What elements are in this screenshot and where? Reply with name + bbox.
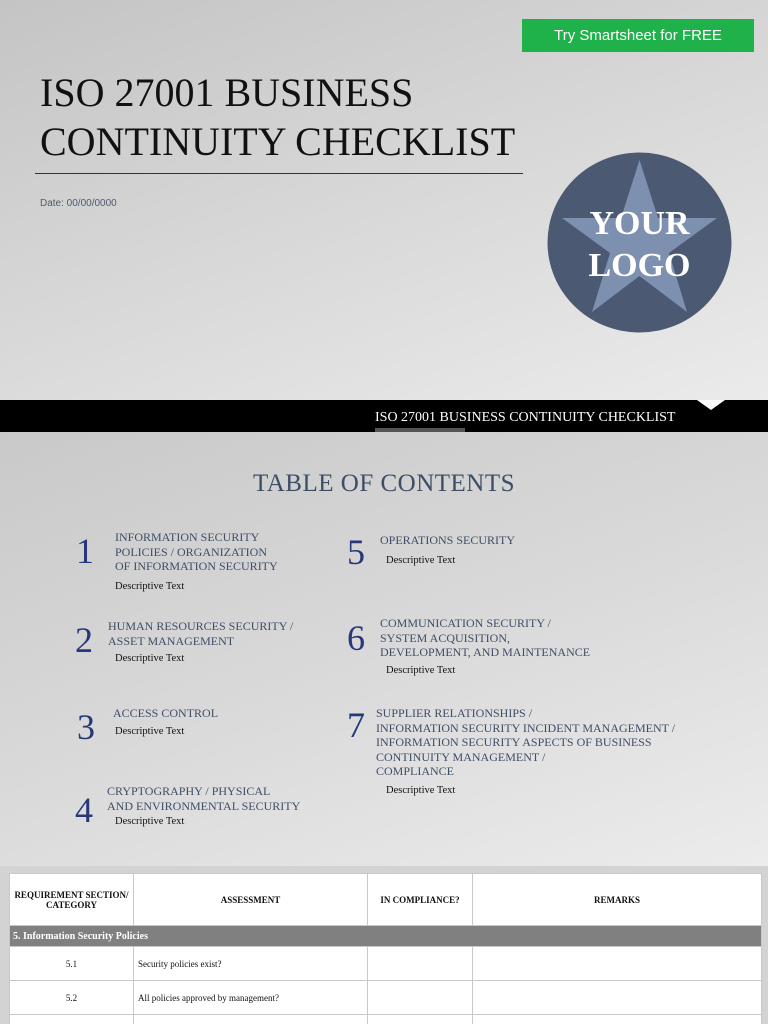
toc-item-4-desc: Descriptive Text [115, 816, 185, 827]
assessment-cell: Security policies exist? [134, 947, 368, 981]
toc-item-6-heading[interactable]: COMMUNICATION SECURITY / SYSTEM ACQUISITION, DEVELOPMENT, AND MAINTENANCE [380, 616, 591, 659]
assessment-cell [134, 1015, 368, 1024]
logo-text-line-2: LOGO [588, 247, 691, 284]
toc-item-5-heading[interactable]: OPERATIONS SECURITY [380, 533, 516, 547]
toc-item-3-desc: Descriptive Text [115, 726, 185, 737]
toc-item-7-heading[interactable]: SUPPLIER RELATIONSHIPS / INFORMATION SECURITY INCIDENT MANAGEMENT / INFORMATION SECURITY ASPECTS OF BUSINESS CONTINUITY MANAGEMENT / COMPLIANCE [376, 706, 676, 778]
toc-item-1-number: 1 [76, 531, 94, 571]
remarks-cell[interactable] [473, 981, 762, 1015]
compliance-cell[interactable] [368, 1015, 473, 1024]
section-cell [10, 1015, 134, 1024]
table-header-row [10, 874, 762, 926]
band-title: ISO 27001 BUSINESS CONTINUITY CHECKLIST [375, 410, 676, 425]
title-line-2: CONTINUITY CHECKLIST [40, 119, 516, 164]
toc-item-5-desc: Descriptive Text [386, 555, 456, 566]
toc-item-2-number: 2 [75, 620, 93, 660]
table-row [10, 1015, 762, 1024]
assessment-cell: All policies approved by management? [134, 981, 368, 1015]
toc-item-5-number: 5 [347, 532, 365, 572]
band-notch [697, 400, 725, 410]
remarks-cell[interactable] [473, 1015, 762, 1024]
checklist-table [9, 873, 762, 1024]
remarks-cell[interactable] [473, 947, 762, 981]
section-cell: 5.2 [10, 981, 134, 1015]
toc-item-3-number: 3 [77, 707, 95, 747]
toc-item-1-desc: Descriptive Text [115, 581, 185, 592]
toc-title: TABLE OF CONTENTS [252, 470, 516, 497]
toc-item-7-number: 7 [347, 705, 365, 745]
table-row [10, 947, 762, 981]
toc-item-4-heading[interactable]: CRYPTOGRAPHY / PHYSICAL AND ENVIRONMENTAL SECURITY [107, 784, 301, 813]
toc-item-1-heading[interactable]: INFORMATION SECURITY POLICIES / ORGANIZATION OF INFORMATION SECURITY [115, 530, 278, 573]
section-cell: 5.1 [10, 947, 134, 981]
table-row [10, 981, 762, 1015]
category-label: 5. Information Security Policies [10, 926, 762, 947]
column-header-compliance: IN COMPLIANCE? [368, 874, 473, 926]
title-divider [35, 173, 523, 174]
compliance-cell[interactable] [368, 947, 473, 981]
toc-item-2-heading[interactable]: HUMAN RESOURCES SECURITY / ASSET MANAGEMENT [108, 619, 294, 648]
column-header-section: REQUIREMENT SECTION/ CATEGORY [10, 874, 134, 926]
title-line-1: ISO 27001 BUSINESS [40, 70, 414, 115]
category-row [10, 926, 762, 947]
column-header-remarks: REMARKS [473, 874, 762, 926]
toc-item-6-desc: Descriptive Text [386, 665, 456, 676]
toc-item-3-heading[interactable]: ACCESS CONTROL [113, 706, 219, 720]
toc-item-7-desc: Descriptive Text [386, 785, 456, 796]
column-header-assessment: ASSESSMENT [134, 874, 368, 926]
toc-item-2-desc: Descriptive Text [115, 653, 185, 664]
logo-placeholder [547, 152, 732, 333]
try-smartsheet-button[interactable]: Try Smartsheet for FREE [522, 19, 754, 52]
toc-item-4-number: 4 [75, 790, 93, 830]
date-field: Date: 00/00/0000 [40, 198, 117, 209]
logo-text-line-1: YOUR [589, 205, 690, 242]
compliance-cell[interactable] [368, 981, 473, 1015]
page-title [40, 68, 580, 166]
toc-item-6-number: 6 [347, 618, 365, 658]
